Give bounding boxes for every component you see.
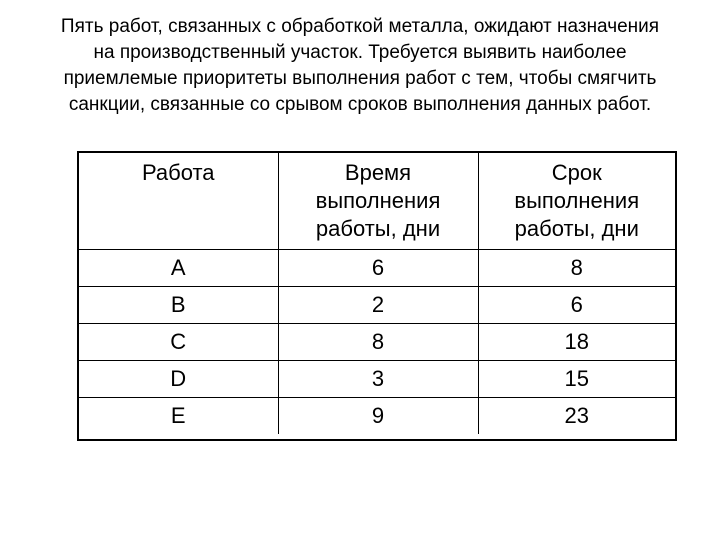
jobs-table-frame bbox=[77, 151, 677, 441]
cell-job: A bbox=[79, 250, 278, 287]
cell-time: 8 bbox=[278, 324, 478, 361]
table-header-row bbox=[79, 153, 675, 250]
header-due-date bbox=[478, 153, 675, 250]
problem-statement-line: приемлемые приоритеты выполнения работ с тем, чтобы смягчить bbox=[63, 68, 657, 89]
cell-time: 9 bbox=[278, 398, 478, 435]
header-job bbox=[79, 153, 278, 250]
cell-due: 18 bbox=[478, 324, 675, 361]
cell-due: 23 bbox=[478, 398, 675, 435]
table-row bbox=[79, 324, 675, 361]
header-processing-time bbox=[278, 153, 478, 250]
header-processing-time-line: Время bbox=[344, 160, 412, 185]
problem-statement bbox=[20, 14, 700, 118]
cell-time: 3 bbox=[278, 361, 478, 398]
cell-time: 6 bbox=[278, 250, 478, 287]
table-row bbox=[79, 287, 675, 324]
header-job-line: Работа bbox=[141, 160, 215, 185]
cell-job: D bbox=[79, 361, 278, 398]
cell-job: E bbox=[170, 403, 186, 428]
cell-due: 15 bbox=[478, 361, 675, 398]
header-due-date-line: работы, дни bbox=[514, 216, 639, 241]
table-row bbox=[79, 361, 675, 398]
table-row bbox=[79, 250, 675, 287]
problem-statement-line: санкции, связанные со срывом сроков выполнения данных работ. bbox=[68, 94, 652, 115]
jobs-table bbox=[79, 153, 675, 434]
cell-time: 2 bbox=[278, 287, 478, 324]
table-row bbox=[79, 398, 675, 435]
cell-job: B bbox=[79, 287, 278, 324]
cell-due: 8 bbox=[478, 250, 675, 287]
problem-statement-line: на производственный участок. Требуется выявить наиболее bbox=[93, 42, 627, 63]
cell-due: 6 bbox=[478, 287, 675, 324]
header-due-date-line: Срок bbox=[551, 160, 602, 185]
header-processing-time-line: работы, дни bbox=[315, 216, 441, 241]
cell-job: C bbox=[79, 324, 278, 361]
header-processing-time-line: выполнения bbox=[315, 188, 441, 213]
header-due-date-line: выполнения bbox=[514, 188, 640, 213]
problem-statement-line: Пять работ, связанных с обработкой металла, ожидают назначения bbox=[60, 16, 660, 37]
